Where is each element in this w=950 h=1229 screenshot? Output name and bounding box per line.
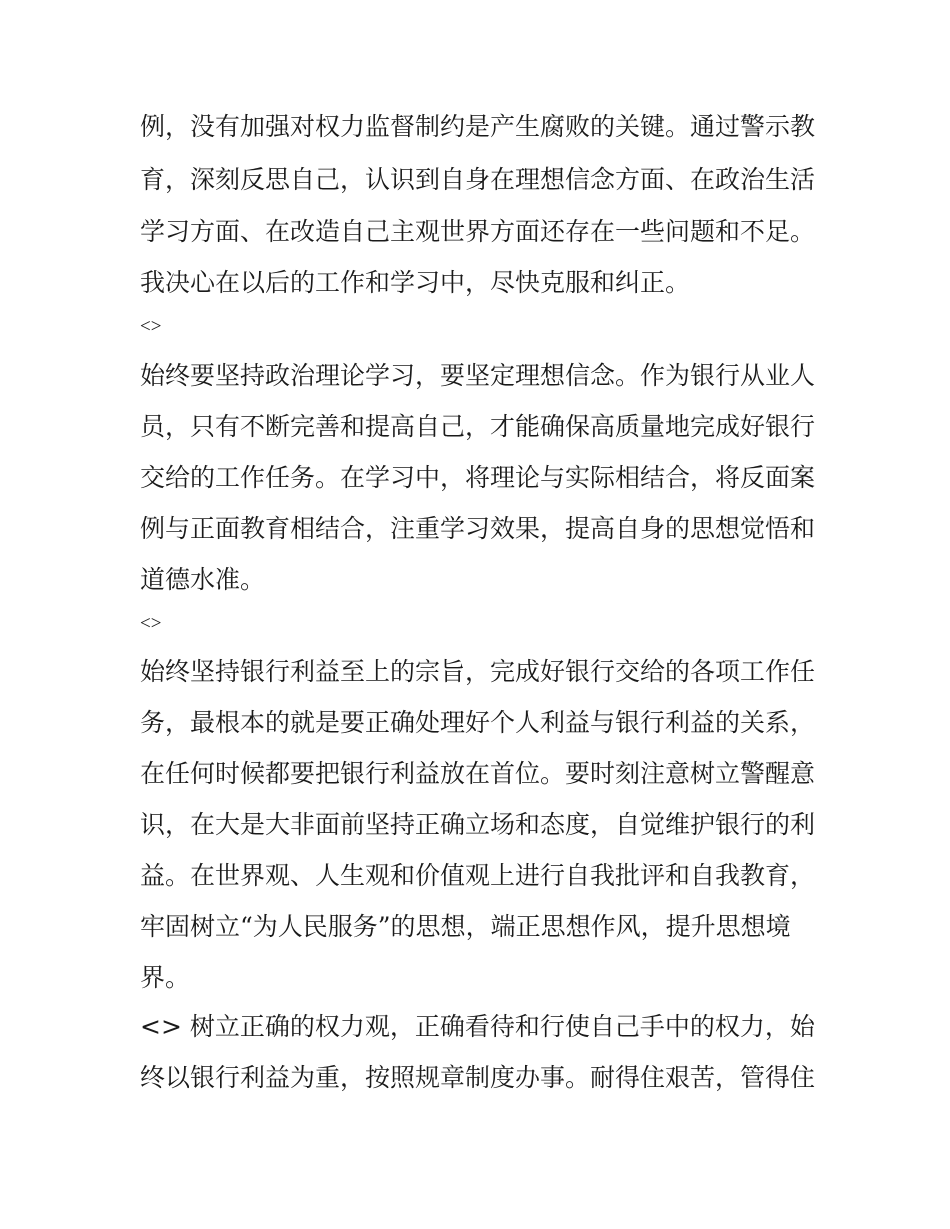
text-line-19: <> 树立正确的权力观，正确看待和行使自己手中的权力，始 bbox=[140, 1012, 815, 1041]
text-line-6: 始终要坚持政治理论学习，要坚定理想信念。作为银行从业人 bbox=[140, 361, 816, 390]
text-line-7: 员，只有不断完善和提高自己，才能确保高质量地完成好银行 bbox=[140, 412, 816, 441]
text-line-9: 例与正面教育相结合，注重学习效果，提高自身的思想觉悟和 bbox=[140, 514, 816, 543]
text-line-18: 界。 bbox=[140, 963, 191, 992]
text-line-12: 始终坚持银行利益至上的宗旨，完成好银行交给的各项工作任 bbox=[140, 657, 816, 686]
text-line-15: 识，在大是大非面前坚持正确立场和态度，自觉维护银行的利 bbox=[140, 810, 816, 839]
text-line-17: 牢固树立“为人民服务”的思想，端正思想作风，提升思想境 bbox=[140, 912, 791, 941]
text-line-14: 在任何时候都要把银行利益放在首位。要时刻注意树立警醒意 bbox=[140, 759, 816, 788]
text-line-20: 终以银行利益为重，按照规章制度办事。耐得住艰苦，管得住 bbox=[140, 1063, 816, 1092]
section-marker-1: <> bbox=[140, 316, 162, 337]
text-line-4: 我决心在以后的工作和学习中，尽快克服和纠正。 bbox=[140, 268, 691, 297]
text-line-2: 育，深刻反思自己，认识到自身在理想信念方面、在政治生活 bbox=[140, 165, 816, 194]
text-line-3: 学习方面、在改造自己主观世界方面还存在一些问题和不足。 bbox=[140, 217, 816, 246]
text-line-10: 道德水准。 bbox=[140, 565, 266, 594]
text-line-8: 交给的工作任务。在学习中，将理论与实际相结合，将反面案 bbox=[140, 463, 816, 492]
text-line-16: 益。在世界观、人生观和价值观上进行自我批评和自我教育， bbox=[140, 861, 816, 890]
text-line-1: 例，没有加强对权力监督制约是产生腐败的关键。通过警示教 bbox=[140, 112, 816, 141]
text-line-13: 务，最根本的就是要正确处理好个人利益与银行利益的关系， bbox=[140, 708, 816, 737]
section-marker-2: <> bbox=[140, 613, 162, 634]
